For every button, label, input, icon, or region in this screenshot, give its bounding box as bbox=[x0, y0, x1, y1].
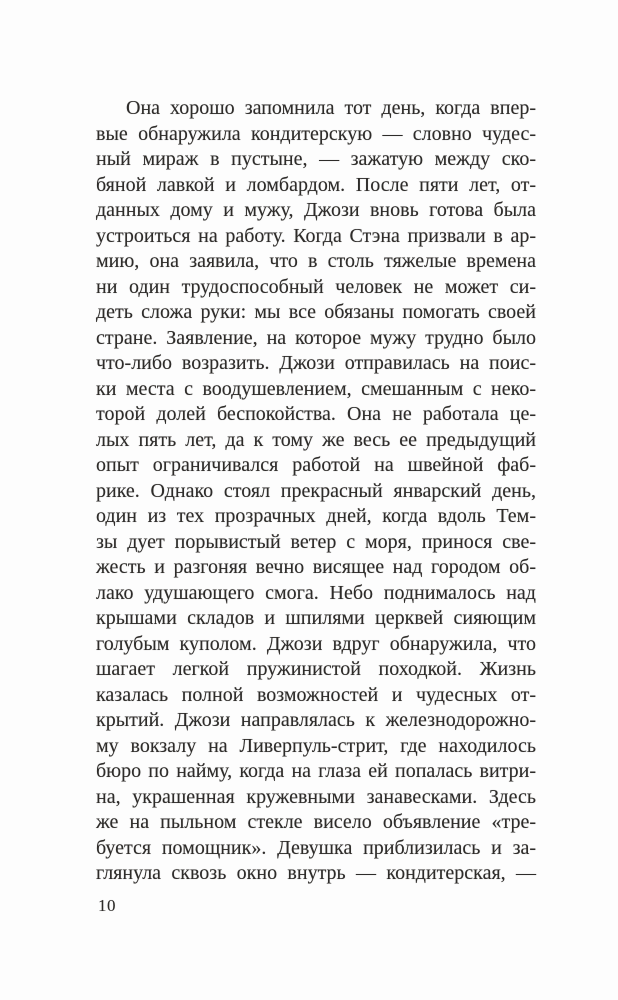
paragraph bbox=[96, 96, 536, 887]
text-line: лых пять лет, да к тому же весь ее предыдущий bbox=[96, 428, 536, 451]
text-line: шагает легкой пружинистой походкой. Жизнь bbox=[96, 658, 536, 680]
text-line: крышами складов и шпилями церквей сияющим bbox=[96, 607, 536, 629]
text-line: стране. Заявление, на которое мужу трудно было bbox=[96, 326, 536, 349]
text-line: данных дому и мужу, Джози вновь готова была bbox=[96, 199, 536, 221]
text-line: торой долей беспокойства. Она не работала це- bbox=[96, 403, 536, 425]
text-line: опыт ограничивался работой на швейной фаб- bbox=[96, 454, 536, 476]
text-line: лако удушающего смога. Небо поднималось над bbox=[96, 581, 536, 604]
text-line: бяной лавкой и ломбардом. После пяти лет, от- bbox=[96, 173, 536, 196]
text-line: вые обнаружила кондитерскую — словно чудес- bbox=[96, 122, 536, 145]
text-line: мию, она заявила, что в столь тяжелые времена bbox=[96, 250, 536, 272]
text-line: глянула сквозь окно внутрь — кондитерская, — bbox=[96, 862, 536, 884]
text-line: рике. Однако стоял прекрасный январский день, bbox=[96, 479, 536, 502]
text-line: деть сложа руки: мы все обязаны помогать своей bbox=[96, 301, 536, 323]
text-line: голубым куполом. Джози вдруг обнаружила, что bbox=[96, 632, 536, 655]
text-line: один из тех прозрачных дней, когда вдоль Тем- bbox=[96, 505, 536, 527]
text-line: же на пыльном стекле висело объявление «тре- bbox=[96, 811, 536, 833]
text-line: крытий. Джози направлялась к железнодорожно- bbox=[96, 709, 536, 731]
text-line: ный мираж в пустыне, — зажатую между ско- bbox=[96, 148, 536, 170]
text-line: что-либо возразить. Джози отправилась на поис- bbox=[96, 352, 536, 374]
text-line: буется помощник». Девушка приблизилась и за- bbox=[96, 836, 536, 859]
text-line: му вокзалу на Ливерпуль-стрит, где находилось bbox=[96, 734, 536, 757]
text-line: ни один трудоспособный человек не может си- bbox=[96, 275, 536, 298]
text-line: бюро по найму, когда на глаза ей попалась витри- bbox=[96, 760, 536, 782]
text-line: казалась полной возможностей и чудесных от- bbox=[96, 683, 536, 706]
text-line: на, украшенная кружевными занавесками. Здесь bbox=[96, 785, 536, 808]
text-line: ки места с воодушевлением, смешанным с неко- bbox=[96, 377, 536, 400]
text-line: зы дует порывистый ветер с моря, принося све- bbox=[96, 530, 536, 553]
text-line: жесть и разгоняя вечно висящее над городом об- bbox=[96, 556, 536, 578]
text-line: устроиться на работу. Когда Стэна призвали в ар- bbox=[96, 224, 536, 247]
text-line: Она хорошо запомнила тот день, когда впер- bbox=[126, 97, 536, 119]
page-number: 10 bbox=[98, 896, 116, 915]
